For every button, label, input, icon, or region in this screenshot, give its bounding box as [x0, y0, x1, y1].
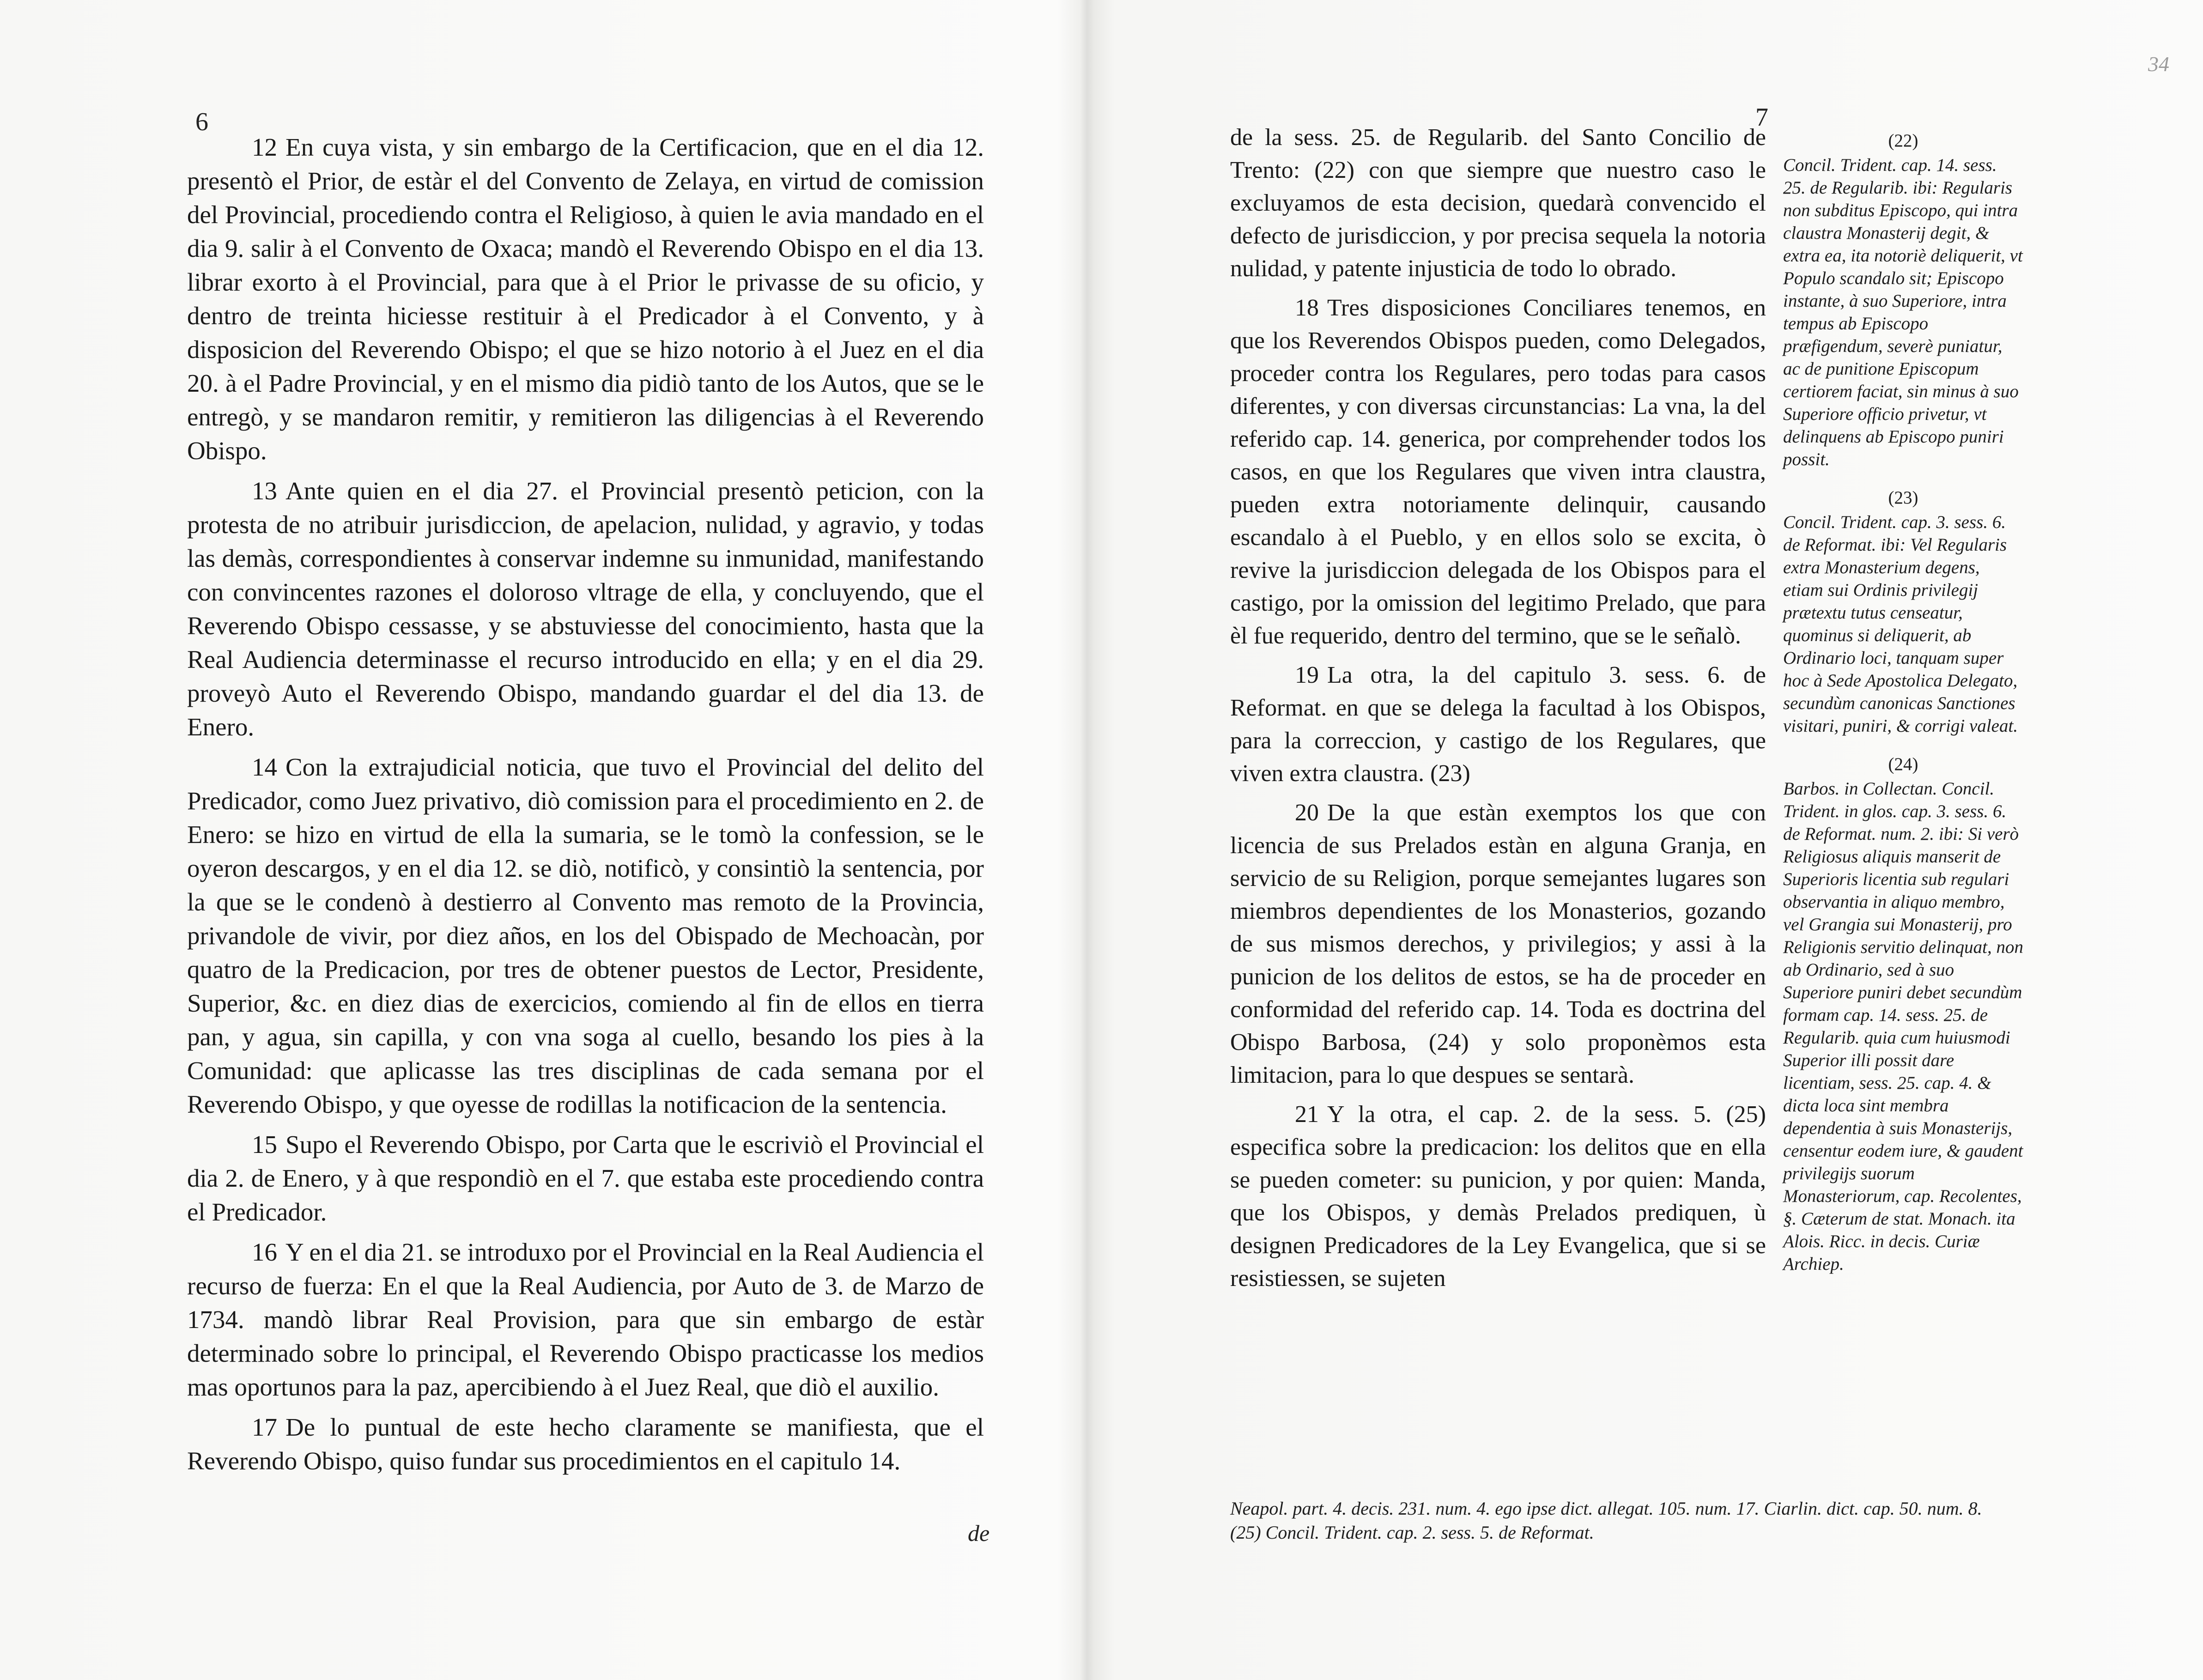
paragraph-text: Con la extrajudicial noticia, que tuvo el Provincial del delito del Predicador, como Juez privativo, diò comission para el procedimiento en 2. de Enero: se hizo en virtud de ella la sumaria, se le tomò la confession, se le oyeron descargos, y en el dia 12. se diò, notificò, y consintiò la sentencia, por la que se le condenò à destierro al Convento mas remoto de la Provincia, privandole de vivir, por diez años, en los del Obispado de Mechoacàn, por quatro de la Predicacion, por tres de obtener puestos de Lector, Presidente, Superior, &c. en diez dias de exercicios, comiendo al fin de ellos en tierra pan, y agua, sin capilla, y con vna soga al cuello, besando los pies à la Comunidad: que aplicasse las tres disciplinas de cada semana por el Reverendo Obispo, y que oyesse de rodillas la notificacion de la sentencia.	[187, 753, 984, 1118]
paragraph-number: 14	[252, 753, 277, 781]
paragraph-text: Tres disposiciones Conciliares tenemos, en que los Reverendos Obispos pueden, como Delegados, proceder contra los Regulares, pero todas para casos diferentes, y con diversas circunstancias: La vna, la del referido cap. 14. generica, por comprehender todos los casos, en que los Regulares que viven intra claustra, pueden extra notoriamente delinquir, causando escandalo à el Pueblo, y en ellos solo se excita, ò revive la jurisdiccion delegada de los Obispos para el castigo, por la omission del legitimo Prelado, que para èl fue requerido, dentro del termino, que se le señalò.	[1230, 295, 1766, 649]
paragraph-number: 19	[1295, 662, 1319, 688]
paragraph-15	[187, 1128, 984, 1229]
paragraph-number: 17	[252, 1413, 277, 1441]
paragraph-19	[1230, 659, 1766, 790]
paragraph-20	[1230, 796, 1766, 1092]
footnote-25: (25) Concil. Trident. cap. 2. sess. 5. de Reformat.	[1230, 1522, 1594, 1543]
page-footnotes	[1230, 1497, 2029, 1545]
paragraph-continuation: de la sess. 25. de Regularib. del Santo Concilio de Trento: (22) con que siempre que nuestro caso le excluyamos de esta decision, quedarà convencido el defecto de jurisdiccion, y por precisa sequela la notoria nulidad, y patente injusticia de todo lo obrado.	[1230, 124, 1766, 282]
paragraph-17	[187, 1410, 984, 1478]
note-text: Concil. Trident. cap. 3. sess. 6. de Reformat. ibi: Vel Regularis extra Monasterium degens, etiam sui Ordinis privilegij prætextu tutus censeatur, quominus si deliquerit, ab Ordinario loci, tanquam super hoc à Sede Apostolica Delegato, secundùm canonicas Sanctiones visitari, puniri, & corrigi valeat.	[1783, 512, 2018, 736]
paragraph-number: 15	[252, 1130, 277, 1158]
paragraph-16	[187, 1235, 984, 1404]
paragraph-text: Ante quien en el dia 27. el Provincial presentò peticion, con la protesta de no atribuir jurisdiccion, de apelacion, nulidad, y agravio, y todas las demàs, correspondientes à conservar indemne su inmunidad, manifestando con convincentes razones el doloroso vltrage de ella, y concluyendo, que el Reverendo Obispo cessasse, y se abstuviesse del conocimiento, hasta que la Real Audiencia determinasse el recurso introducido en ella; y en el dia 29. proveyò Auto el Reverendo Obispo, mandando guardar el del dia 13. de Enero.	[187, 477, 984, 741]
paragraph-text: Y la otra, el cap. 2. de la sess. 5. (25) especifica sobre la predicacion: los delitos que en ella se pueden cometer: su punicion, y por quien: Manda, que los Obispos, y demàs Prelados prediquen, ù designen Predicadores de la Ley Evangelica, que si se resistiessen, se sujeten	[1230, 1101, 1766, 1292]
margin-note-23	[1783, 486, 2023, 737]
paragraph-number: 13	[252, 477, 277, 505]
footnote-continuation: Neapol. part. 4. decis. 231. num. 4. ego ipse dict. allegat. 105. num. 17. Ciarlin. dict. cap. 50. num. 8.	[1230, 1498, 1982, 1519]
right-page-body	[1230, 121, 1766, 1301]
paragraph-number: 16	[252, 1238, 277, 1266]
margin-notes	[1783, 129, 2023, 1291]
paragraph-text: De la que estàn exemptos los que con licencia de sus Prelados estàn en alguna Granja, en servicio de su Religion, porque semejantes lugares son miembros dependientes de los Monasterios, gozando de sus mismos derechos, y privilegios; y assi à la punicion de los delitos de estos, se ha de proceder en conformidad del referido cap. 14. Toda es doctrina del Obispo Barbosa, (24) y solo proponèmos esta limitacion, para lo que despues se sentarà.	[1230, 800, 1766, 1088]
page-number-right: 7	[1755, 103, 1768, 132]
page-number-left: 6	[195, 108, 208, 136]
paragraph-14	[187, 750, 984, 1121]
margin-note-24	[1783, 753, 2023, 1275]
paragraph-number: 20	[1295, 800, 1319, 826]
note-number: (23)	[1888, 488, 1918, 508]
paragraph-number: 18	[1295, 295, 1319, 321]
paragraph-21	[1230, 1098, 1766, 1295]
note-text: Barbos. in Collectan. Concil. Trident. in glos. cap. 3. sess. 6. de Reformat. num. 2. ibi: Si verò Religiosus aliquis manserit de Superioris licentia sub regulari observantia in aliquo membro, vel Grangia sui Monasterij, pro Religionis servitio delinquat, non ab Ordinario, sed à suo Superiore puniri debet secundùm formam cap. 14. sess. 25. de Regularib. quia cum huiusmodi Superior illi possit dare licentiam, sess. 25. cap. 4. & dicta loca sint membra dependentia à suis Monasterijs, censentur eodem iure, & gaudent privilegijs suorum Monasteriorum, cap. Recolentes, §. Cæterum de stat. Monach. ita Alois. Ricc. in decis. Curiæ Archiep.	[1783, 779, 2023, 1274]
note-number: (24)	[1888, 754, 1918, 774]
left-page-body	[187, 130, 984, 1484]
paragraph-18	[1230, 291, 1766, 652]
paragraph-number: 21	[1295, 1101, 1319, 1128]
left-page	[0, 0, 1081, 1680]
right-page	[1099, 0, 2203, 1680]
paragraph-text: En cuya vista, y sin embargo de la Certificacion, que en el dia 12. presentò el Prior, de estàr el del Convento de Zelaya, en virtud de comission del Provincial, procediendo contra el Religioso, à quien le avia mandado en el dia 9. salir à el Convento de Oxaca; mandò el Reverendo Obispo en el dia 13. librar exorto à el Provincial, para que à el Prior le privasse de su oficio, y dentro de treinta hiciesse restituir à el Predicador à el Convento, y à disposicion del Reverendo Obispo; el que se hizo notorio à el Juez en el dia 20. à el Padre Provincial, y en el mismo dia pidiò tanto de los Autos, que se le entregò, y se mandaron remitir, y remitieron las diligencias à el Reverendo Obispo.	[187, 133, 984, 465]
note-number: (22)	[1888, 131, 1918, 151]
catchword-left: de	[968, 1520, 990, 1546]
note-text: Concil. Trident. cap. 14. sess. 25. de Regularib. ibi: Regularis non subditus Episcopo, qui intra claustra Monasterij degit, & extra ea, ita notoriè deliquerit, vt Populo scandalo sit; Episcopo instante, à suo Superiore, intra tempus ab Episcopo præfigendum, severè puniatur, ac de punitione Episcopum certiorem faciat, sin minus à suo Superiore officio privetur, vt delinquens ab Episcopo puniri possit.	[1783, 155, 2023, 469]
book-gutter	[1080, 0, 1094, 1680]
folio-mark: 34	[2148, 52, 2169, 76]
paragraph-text: De lo puntual de este hecho claramente se manifiesta, que el Reverendo Obispo, quiso fundar sus procedimientos en el capitulo 14.	[187, 1413, 984, 1475]
paragraph-12	[187, 130, 984, 467]
paragraph-text: La otra, la del capitulo 3. sess. 6. de Reformat. en que se delega la facultad à los Obispos, para la correccion, y castigo de los Regulares, que viven extra claustra. (23)	[1230, 662, 1766, 787]
paragraph-text: Supo el Reverendo Obispo, por Carta que le escriviò el Provincial el dia 2. de Enero, y à que respondiò en el 7. que estaba este procediendo contra el Predicador.	[187, 1130, 984, 1226]
margin-note-22	[1783, 129, 2023, 471]
paragraph-number: 12	[252, 133, 277, 161]
paragraph-text: Y en el dia 21. se introduxo por el Provincial en la Real Audiencia el recurso de fuerza: En el que la Real Audiencia, por Auto de 3. de Marzo de 1734. mandò librar Real Provision, para que sin embargo de estàr determinado sobre lo principal, el Reverendo Obispo practicasse los medios mas oportunos para la paz, apercibiendo à el Juez Real, que diò el auxilio.	[187, 1238, 984, 1401]
paragraph-13	[187, 474, 984, 744]
